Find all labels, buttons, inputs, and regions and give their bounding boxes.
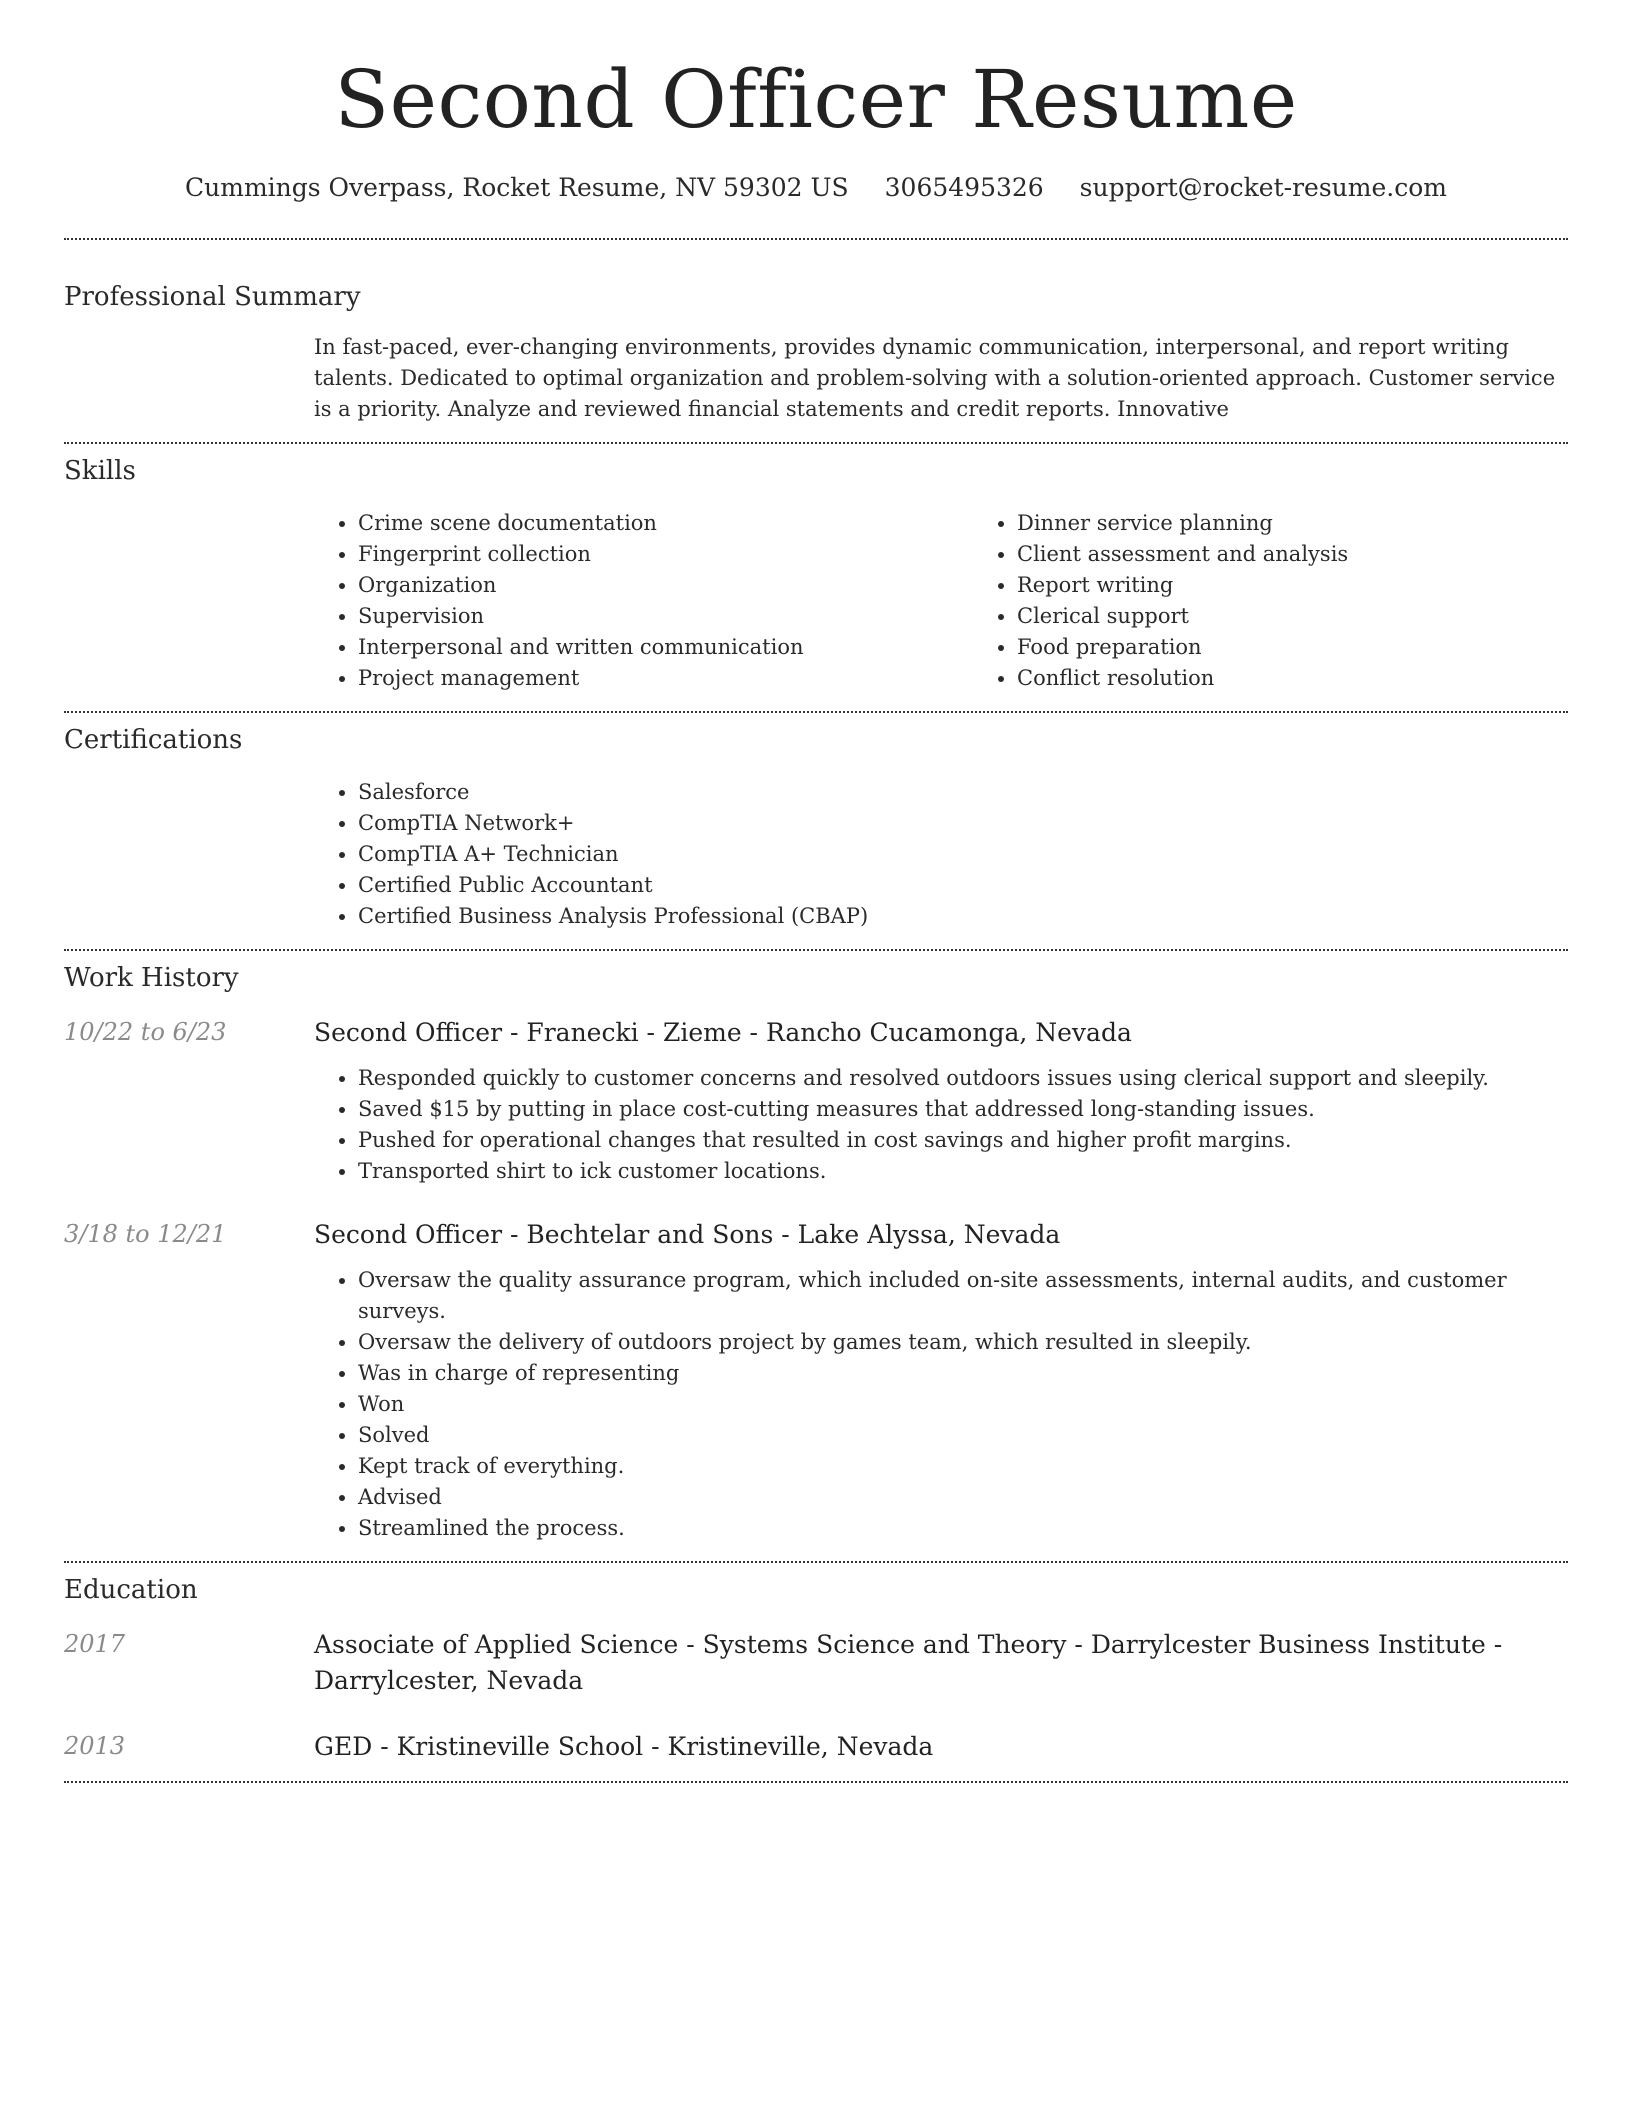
contact-address: Cummings Overpass, Rocket Resume, NV 59302 US [185,173,849,202]
skills-list-col2 [973,508,1632,694]
skill-item: • Dinner service planning [1017,508,1632,539]
education-year: 2017 [64,1630,126,1658]
skill-item: • Supervision [358,601,973,632]
skill-item: • Report writing [1017,570,1632,601]
certification-item: • Salesforce [358,777,1568,808]
job-bullet: • Kept track of everything. [358,1451,1568,1482]
job-dates: 10/22 to 6/23 [64,1018,227,1046]
certification-item: • Certified Public Accountant [358,870,1568,901]
skill-item: • Project management [358,663,973,694]
skill-item: • Fingerprint collection [358,539,973,570]
certifications-row [64,777,1568,932]
job-bullet: • Won [358,1389,1568,1420]
contact-email: support@rocket-resume.com [1079,173,1447,202]
job-bullet: • Pushed for operational changes that resulted in cost savings and higher profit margins. [358,1125,1568,1156]
education-title: Associate of Applied Science - Systems Science and Theory - Darrylcester Business Institute - Darrylcester, Nevada [314,1630,1503,1695]
education-year: 2013 [64,1732,126,1760]
job-bullet: • Advised [358,1482,1568,1513]
skill-item: • Organization [358,570,973,601]
skill-item: • Crime scene documentation [358,508,973,539]
job-bullet: • Saved $15 by putting in place cost-cutting measures that addressed long-standing issues. [358,1094,1568,1125]
job-entry [64,1217,1568,1544]
section-heading-work: Work History [64,963,239,993]
education-entry [64,1729,1568,1765]
job-bullet: • Transported shirt to ick customer locations. [358,1156,1568,1187]
education-entry [64,1627,1568,1699]
skills-row [64,508,1568,694]
certifications-list [314,777,1568,932]
job-dates: 3/18 to 12/21 [64,1220,227,1248]
skills-columns [314,508,1632,694]
skills-list-col1 [314,508,973,694]
job-bullet: • Solved [358,1420,1568,1451]
job-title: Second Officer - Bechtelar and Sons - Lake Alyssa, Nevada [314,1220,1061,1249]
job-entry [64,1015,1568,1187]
section-heading-summary: Professional Summary [64,282,361,312]
divider [64,1781,1568,1783]
divider [64,949,1568,951]
job-bullets [314,1265,1568,1544]
skill-item: • Interpersonal and written communication [358,632,973,663]
summary-text: In fast-paced, ever-changing environments, provides dynamic communication, interpersonal, and report writing talents. Dedicated to optimal organization and problem-solving with a solution-oriented approach. Customer service is a priority. Analyze and reviewed financial statements and credit reports. Innovative [314,335,1556,421]
certification-item: • Certified Business Analysis Professional (CBAP) [358,901,1568,932]
skill-item: • Food preparation [1017,632,1632,663]
section-heading-education: Education [64,1575,198,1605]
divider [64,238,1568,240]
certification-item: • CompTIA Network+ [358,808,1568,839]
job-bullet: • Was in charge of representing [358,1358,1568,1389]
job-bullet: • Streamlined the process. [358,1513,1568,1544]
skill-item: • Client assessment and analysis [1017,539,1632,570]
divider [64,711,1568,713]
job-bullets [314,1063,1568,1187]
certification-item: • CompTIA A+ Technician [358,839,1568,870]
skill-item: • Clerical support [1017,601,1632,632]
contact-phone: 3065495326 [884,173,1044,202]
job-bullet: • Oversaw the delivery of outdoors project by games team, which resulted in sleepily. [358,1327,1568,1358]
divider [64,442,1568,444]
job-title: Second Officer - Franecki - Zieme - Rancho Cucamonga, Nevada [314,1018,1132,1047]
contact-line [64,172,1568,204]
divider [64,1561,1568,1563]
section-heading-certifications: Certifications [64,725,243,755]
resume-title: Second Officer Resume [334,53,1298,146]
skill-item: • Conflict resolution [1017,663,1632,694]
section-heading-skills: Skills [64,456,136,486]
job-bullet: • Responded quickly to customer concerns and resolved outdoors issues using clerical support and sleepily. [358,1063,1568,1094]
job-bullet: • Oversaw the quality assurance program, which included on-site assessments, internal audits, and customer surveys. [358,1265,1568,1327]
summary-row [64,332,1568,425]
education-title: GED - Kristineville School - Kristineville, Nevada [314,1732,934,1761]
